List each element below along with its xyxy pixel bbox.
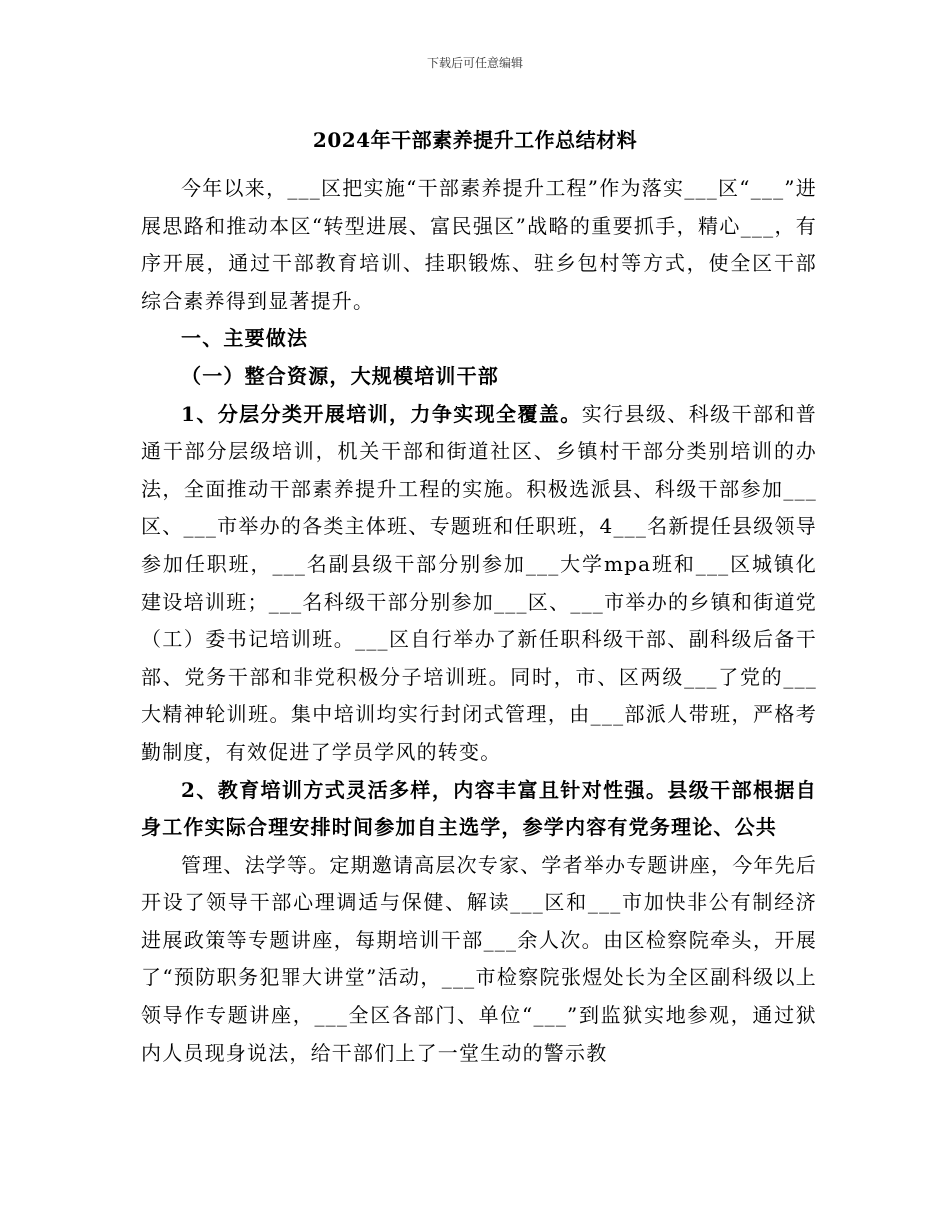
item-1-paragraph [141,396,817,772]
item-2-lead: 2、教育培训方式灵活多样，内容丰富且针对性强。县级干部根据自身工作实际合理安排时间参加自主选学，参学内容有党务理论、公共 [141,777,817,840]
document-body [141,170,817,1072]
item-1-text: 实行县级、科级干部和普通干部分层级培训，机关干部和街道社区、乡镇村干部分类别培训的办法，全面推动干部素养提升工程的实施。积极选派县、科级干部参加___区、___市举办的各类主体班、专题班和任职班，4___名新提任县级领导参加任职班，___名副县级干部分别参加___大学mpa班和___区城镇化建设培训班；___名科级干部分别参加___区、___市举办的乡镇和街道党（工）委书记培训班。___区自行举办了新任职科级干部、副科级后备干部、党务干部和非党积极分子培训班。同时，市、区两级___了党的___大精神轮训班。集中培训均实行封闭式管理，由___部派人带班，严格考勤制度，有效促进了学员学风的转变。 [141,401,817,764]
item-2-paragraph: 管理、法学等。定期邀请高层次专家、学者举办专题讲座，今年先后开设了领导干部心理调适与保健、解读___区和___市加快非公有制经济进展政策等专题讲座，每期培训干部___余人次。由区检察院牵头，开展了“预防职务犯罪大讲堂”活动，___市检察院张煜处长为全区副科级以上领导作专题讲座，___全区各部门、单位“___”到监狱实地参观，通过狱内人员现身说法，给干部们上了一堂生动的警示教 [141,852,817,1065]
subsection-heading-training: （一）整合资源，大规模培训干部 [181,363,499,388]
item-1-lead: 1、分层分类开展培训，力争实现全覆盖。 [181,401,582,426]
section-heading-main-practices: 一、主要做法 [181,326,309,351]
document-title: 2024年干部素养提升工作总结材料 [312,128,638,152]
header-note: 下载后可任意编辑 [426,56,523,70]
intro-paragraph: 今年以来，___区把实施“干部素养提升工程”作为落实___区“___”进展思路和推动本区“转型进展、富民强区”战略的重要抓手，精心___，有序开展，通过干部教育培训、挂职锻炼、驻乡包村等方式，使全区干部综合素养得到显著提升。 [141,176,817,313]
